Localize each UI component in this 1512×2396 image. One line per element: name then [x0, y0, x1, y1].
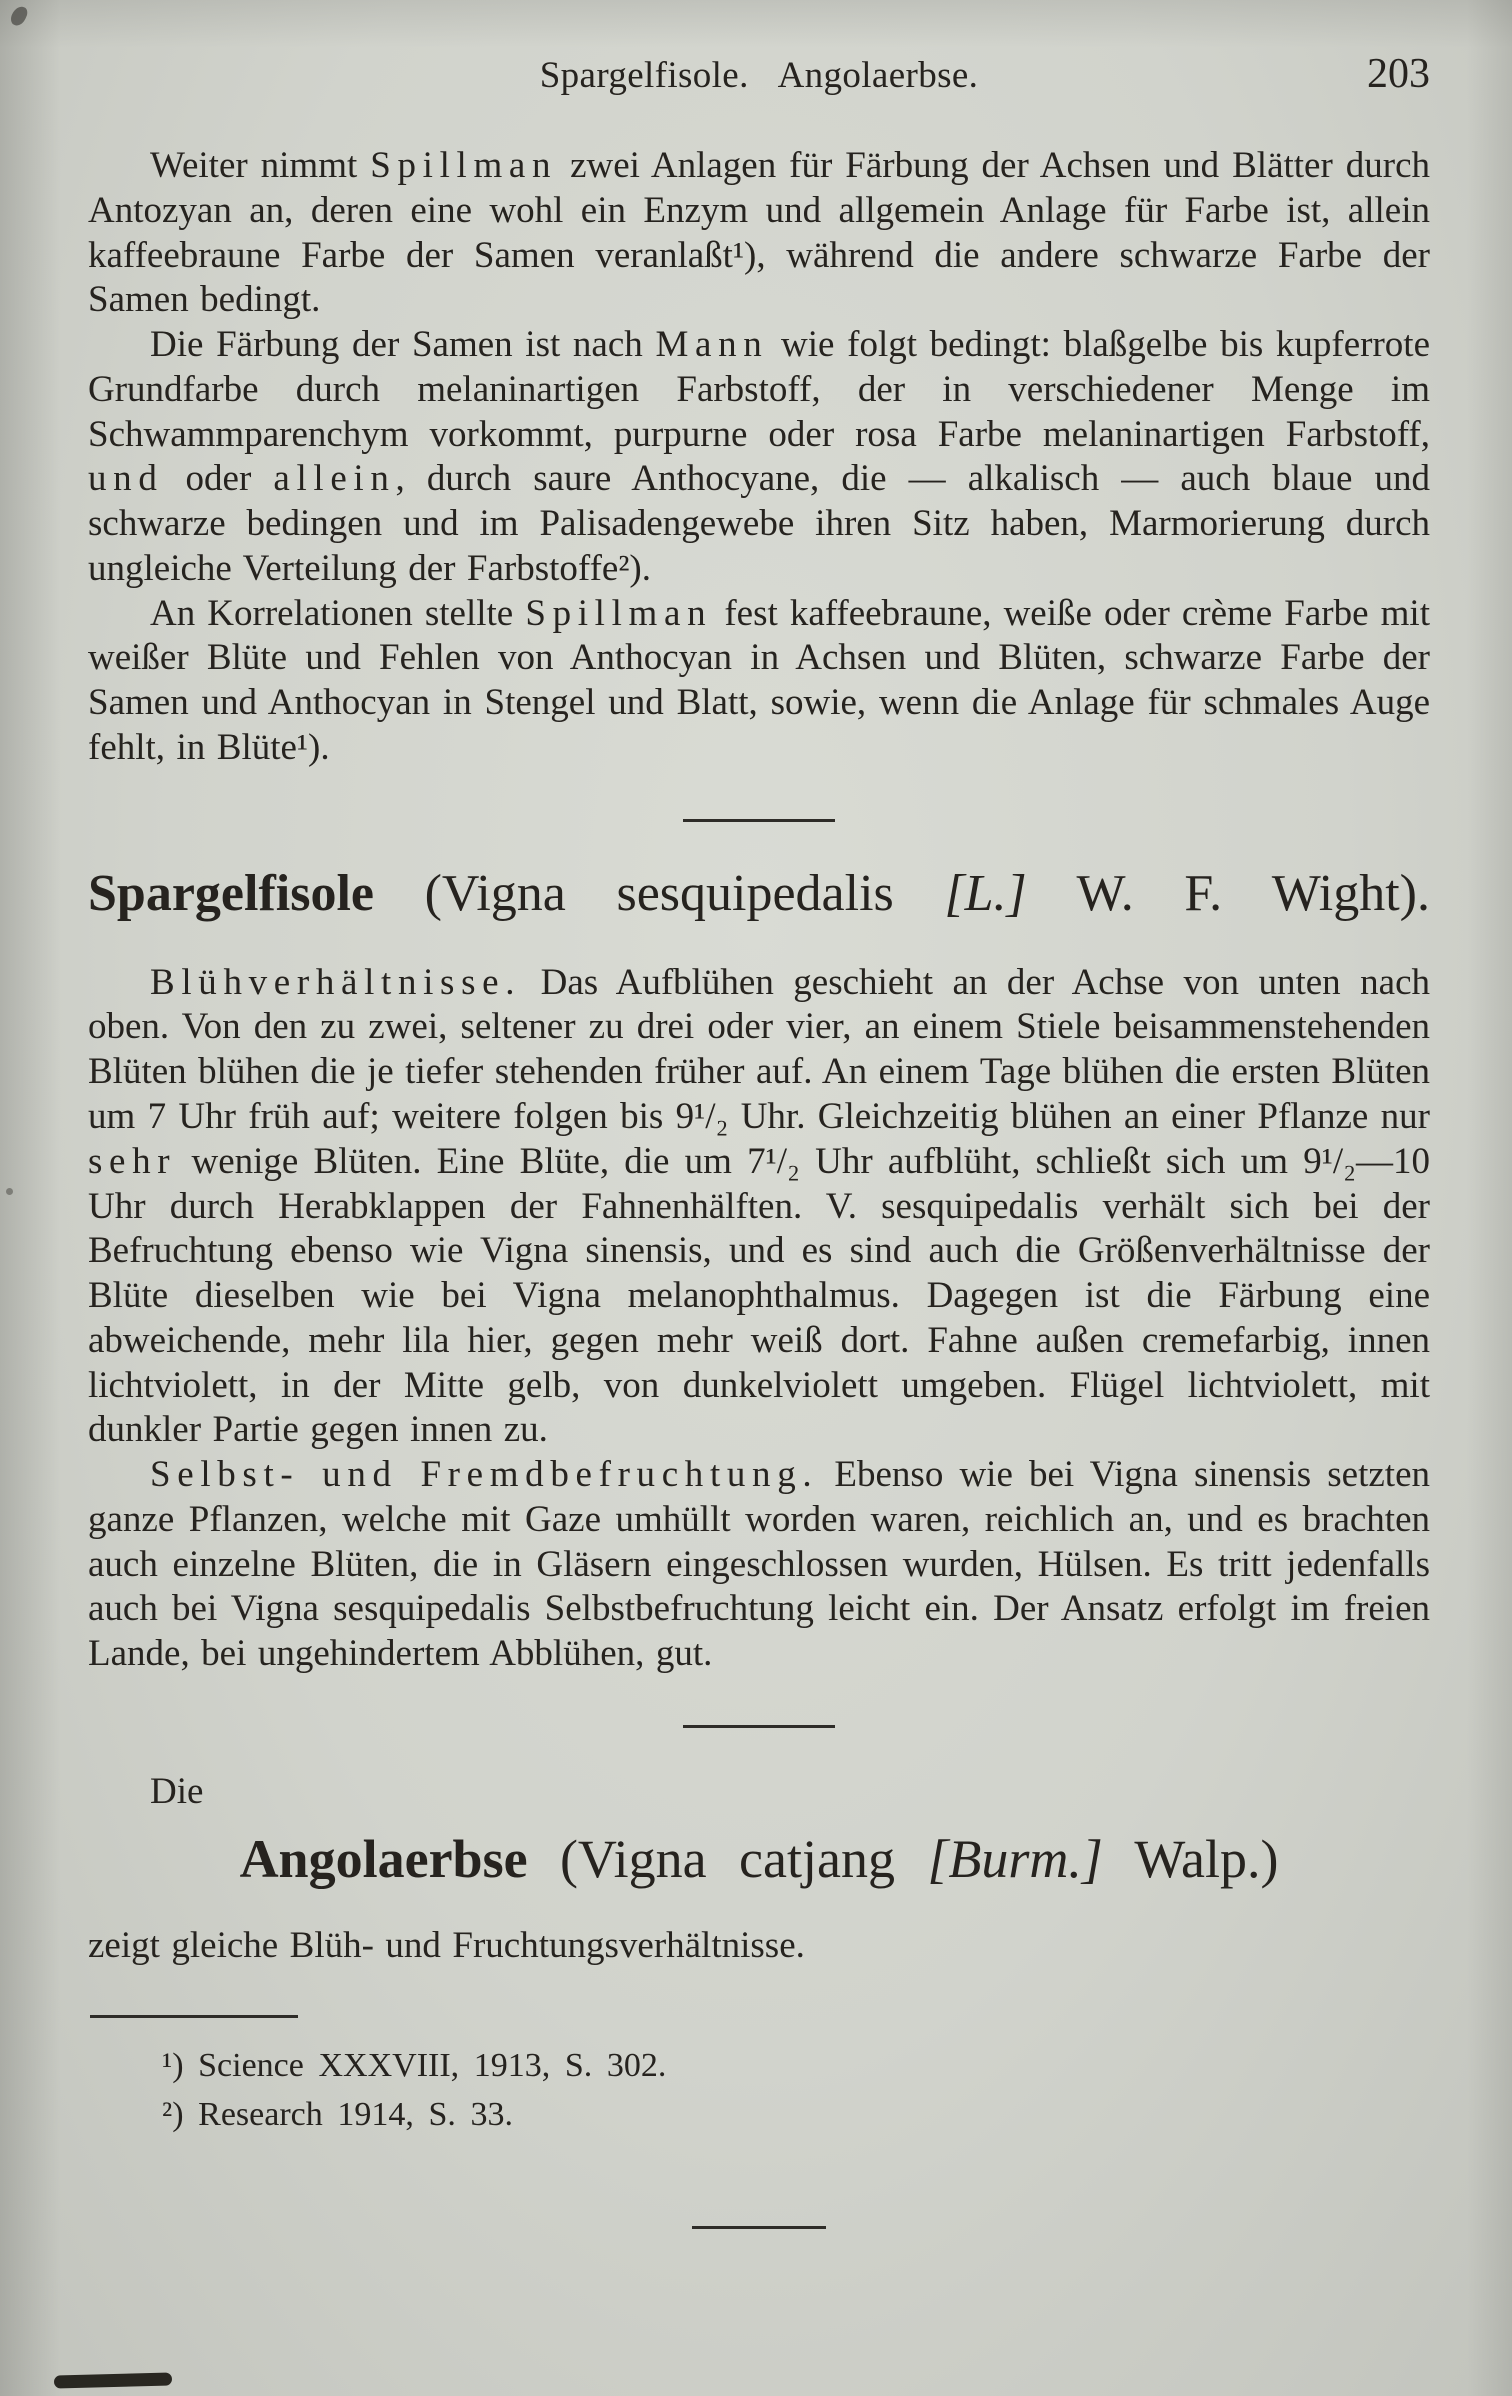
running-head	[88, 51, 1430, 104]
intro-paragraph-3	[88, 592, 1430, 771]
text-segment: zwei Anlagen für Färbung der Achsen und Blätter durch Antozyan an, deren eine wohl ein Enzym und allgemein Anlage für Farbe ist, allein kaffeebraune Farbe der Samen veranlaßt¹), während die andere schwarze Farbe der Samen bedingt.	[88, 145, 1430, 321]
bloom-paragraph	[88, 961, 1430, 1453]
species-author: W. F. Wight).	[1026, 864, 1430, 922]
footnote-1: ¹) Science XXXVIII, 1913, S. 302.	[162, 2047, 667, 2085]
text-segment: wenige Blüten. Eine Blüte, die um 7¹/₂ Uhr aufblüht, schließt sich um 9¹/₂—10 Uhr durch Herabklappen der Fahnenhälften. V. sesquipedalis verhält sich bei der Befruchtung ebenso wie Vigna sinensis, und es sind auch die Größenverhältnisse der Blüte dieselben wie bei Vigna melanophthalmus. Dagegen ist die Färbung eine abweichende, mehr lila hier, gegen mehr weiß dort. Fahne außen cremefarbig, innen lichtviolett, in der Mitte gelb, von dunkelviolett umgeben. Flügel lichtviolett, mit dunkler Partie gegen innen zu.	[88, 1140, 1430, 1451]
species-latin-name: (Vigna catjang	[527, 1829, 928, 1890]
end-divider	[692, 2226, 826, 2229]
species-common-name: Angolaerbse	[239, 1829, 528, 1890]
emphasized-lead: Selbst- und Fremdbefruchtung.	[150, 1454, 819, 1496]
section-intro	[88, 144, 1430, 771]
text-segment: , durch saure Anthocyane, die — alkalisch — auch blaue und schwarze bedingen und im Palisadengewebe ihren Sitz haben, Marmorierung durch ungleiche Verteilung der Farbstoffe²).	[88, 458, 1430, 589]
heading-spargelfisole	[88, 864, 1430, 923]
section-angolaerbse	[88, 1770, 1430, 1969]
text-segment: Weiter nimmt	[150, 145, 371, 186]
text-segment: oder	[163, 458, 274, 500]
text-segment: wie folgt bedingt: blaßgelbe bis kupferrote Grundfarbe durch melaninartigen Farbstoff, der in verschiedener Menge im Schwammparenchym vorkommt, purpurne oder rosa Farbe melaninartigen Farbstoff,	[88, 324, 1430, 455]
fertilization-paragraph	[88, 1453, 1430, 1677]
page-number: 203	[1367, 51, 1430, 97]
scan-artifact	[54, 2372, 172, 2388]
heading-angolaerbse	[88, 1828, 1430, 1890]
text-segment: Die Färbung der Samen ist nach	[150, 324, 656, 366]
emphasized-name: Spillman	[525, 592, 713, 634]
emphasized-word: allein	[273, 458, 396, 500]
emphasized-word: sehr	[88, 1140, 177, 1182]
intro-paragraph-1	[88, 144, 1430, 323]
species-latin-name: (Vigna sesquipedalis	[373, 864, 945, 922]
emphasized-word: und	[88, 458, 164, 500]
intro-paragraph-2	[88, 323, 1430, 592]
text-segment: An Korrelationen stellte	[150, 592, 526, 634]
running-title: Spargelfisole. Angolaerbse.	[539, 55, 979, 96]
species-common-name: Spargelfisole	[88, 864, 374, 922]
species-author: Walp.)	[1102, 1829, 1279, 1890]
emphasized-name: Mann	[655, 324, 769, 366]
emphasized-lead: Blühverhältnisse.	[150, 961, 522, 1003]
text-segment: Das Aufblühen geschieht an der Achse von unten nach oben. Von den zu zwei, seltener zu drei oder vier, an einem Stiele beisammenstehenden Blüten blühen die je tiefer stehenden früher auf. An einem Tage blühen die ersten Blüten um 7 Uhr früh auf; weitere folgen bis 9¹/₂ Uhr. Gleichzeitig blühen an einer Pflanze nur	[88, 961, 1430, 1138]
species-authority: [L.]	[944, 864, 1027, 922]
angolaerbse-paragraph: zeigt gleiche Blüh- und Fruchtungsverhältnisse.	[88, 1925, 805, 1967]
section-divider	[683, 819, 835, 822]
footnote-separator	[90, 2015, 298, 2018]
footnote-2: ²) Research 1914, S. 33.	[162, 2096, 513, 2133]
emphasized-name: Spillman	[370, 145, 558, 186]
section-divider	[683, 1725, 835, 1728]
text-segment: fest kaffeebraune, weiße oder crème Farbe mit weißer Blüte und Fehlen von Anthocyan in Achsen und Blüten, schwarze Farbe der Samen und Anthocyan in Stengel und Blatt, sowie, wenn die Anlage für schmales Auge fehlt, in Blüte¹).	[88, 592, 1430, 768]
text-segment: Ebenso wie bei Vigna sinensis setzten ganze Pflanzen, welche mit Gaze umhüllt worden waren, reichlich an, und es brachten auch einzelne Blüten, die in Gläsern eingeschlossen wurden, Hülsen. Es tritt jedenfalls auch bei Vigna sesquipedalis Selbstbefruchtung leicht ein. Der Ansatz erfolgt im freien Lande, bei ungehindertem Abblühen, gut.	[88, 1454, 1430, 1675]
footnotes	[88, 2044, 1430, 2138]
section-spargelfisole	[88, 864, 1430, 1677]
lead-word: Die	[150, 1770, 204, 1812]
species-authority: [Burm.]	[927, 1829, 1103, 1890]
